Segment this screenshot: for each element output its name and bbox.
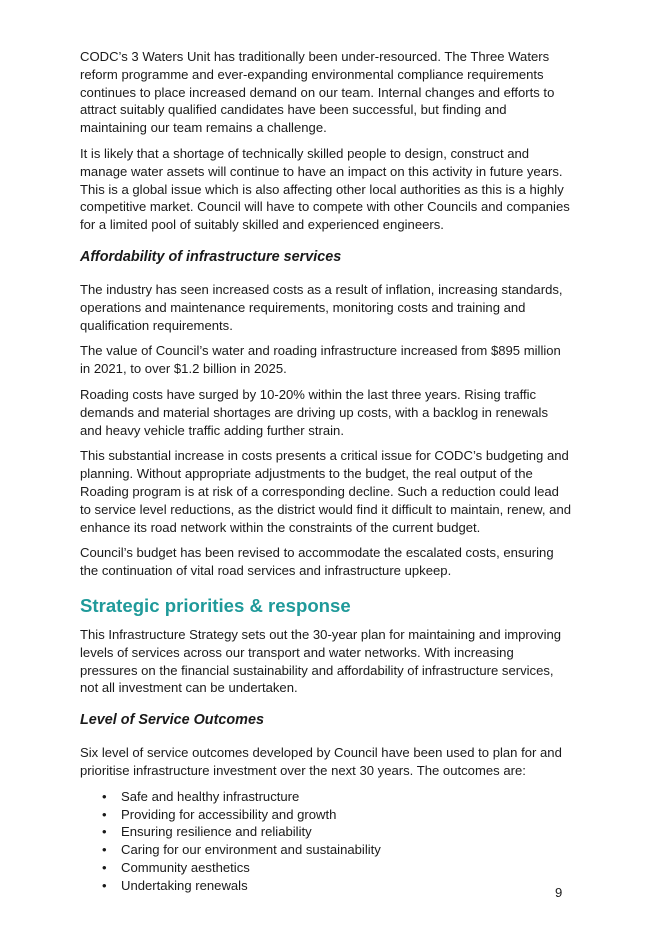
list-item	[80, 877, 572, 895]
affordability-paragraph-budget-risk: This substantial increase in costs presents a critical issue for CODC’s budgeting and planning. Without appropriate adjustments to the budget, the real output of the Roading program is at risk of a corresponding decline. Such a reduction could lead to service level reductions, as the district would find it difficult to maintain, renew, and enhance its road network within the constraints of the current budget.	[80, 448, 572, 535]
affordability-paragraph-roading-costs: Roading costs have surged by 10-20% within the last three years. Rising traffic demands and material shortages are driving up costs, with a backlog in renewals and heavy vehicle traffic adding further strain.	[80, 386, 548, 438]
strategic-paragraph: This Infrastructure Strategy sets out the 30-year plan for maintaining and improving levels of services across our transport and water networks. With increasing pressures on the financial sustainability and affordability of infrastructure services, not all investment can be undertaken.	[80, 626, 562, 696]
level-of-service-heading: Level of Service Outcomes	[80, 712, 264, 729]
intro-paragraph-skills-shortage: It is likely that a shortage of technically skilled people to design, construct and manage water assets will continue to have an impact on this activity in future years. This is a global issue which is also affecting other local authorities as this is a highly competitive market. Council will have to compete with other Councils and companies for a limited pool of suitably skilled and experienced engineers.	[80, 145, 570, 233]
bullet-icon: •	[102, 824, 107, 840]
bullet-icon: •	[102, 788, 107, 804]
list-item	[80, 806, 572, 824]
outcome-label: Undertaking renewals	[121, 877, 248, 893]
list-item	[80, 823, 572, 841]
affordability-paragraph-costs: The industry has seen increased costs as a result of inflation, increasing standards, operations and maintenance requirements, monitoring costs and training and qualification requirements.	[80, 281, 563, 333]
bullet-icon: •	[102, 842, 107, 858]
outcome-label: Caring for our environment and sustainability	[121, 842, 381, 858]
bullet-icon: •	[102, 877, 107, 893]
affordability-paragraph-asset-value: The value of Council’s water and roading infrastructure increased from $895 million in 2021, to over $1.2 billion in 2025.	[80, 343, 561, 377]
list-item	[80, 859, 572, 877]
outcome-label: Ensuring resilience and reliability	[121, 824, 312, 840]
level-of-service-paragraph: Six level of service outcomes developed by Council have been used to plan for and prioritise infrastructure investment over the next 30 years. The outcomes are:	[80, 745, 562, 778]
outcome-label: Providing for accessibility and growth	[121, 806, 337, 822]
bullet-icon: •	[102, 859, 107, 875]
bullet-icon: •	[102, 806, 107, 822]
affordability-paragraph-budget-revised: Council’s budget has been revised to accommodate the escalated costs, ensuring the continuation of vital road services and infrastructure upkeep.	[80, 545, 554, 579]
outcome-label: Community aesthetics	[121, 859, 250, 875]
list-item	[80, 788, 572, 806]
strategic-priorities-heading: Strategic priorities & response	[80, 594, 351, 616]
list-item	[80, 841, 572, 859]
document-page	[80, 48, 572, 894]
outcomes-list	[80, 788, 572, 895]
outcome-label: Safe and healthy infrastructure	[121, 788, 300, 804]
page-number: 9	[555, 885, 563, 900]
intro-paragraph-staffing: CODC’s 3 Waters Unit has traditionally been under-resourced. The Three Waters reform programme and ever-expanding environmental compliance requirements continues to place increased demand on our team. Internal changes and efforts to attract suitably qualified candidates have been successful, but finding and maintaining our team remains a challenge.	[80, 49, 555, 136]
affordability-heading: Affordability of infrastructure services	[80, 248, 342, 265]
